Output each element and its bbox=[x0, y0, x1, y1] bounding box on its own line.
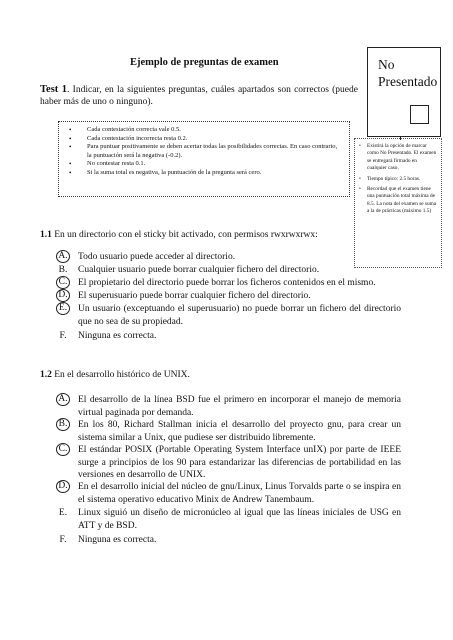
exam-note: • Existirá la opción de marcar como No Presentado. El examen se entregará firmado en cualquier caso. bbox=[359, 143, 437, 173]
scoring-rule: • Para puntuar positivamente se deben acertar todas las posibilidades correctas. En caso contrario, la puntuación será la negativa (-0.2). bbox=[69, 143, 343, 160]
option-b[interactable] bbox=[56, 419, 401, 444]
no-presentado-box bbox=[367, 47, 441, 137]
option-text: Linux siguió un diseño de micronúcleo al igual que las líneas iniciales de USG en ATT y de BSD. bbox=[78, 508, 401, 531]
option-f[interactable] bbox=[56, 534, 401, 547]
question-1-2 bbox=[40, 369, 190, 381]
option-letter: C. bbox=[56, 443, 70, 456]
option-letter: E. bbox=[58, 508, 68, 518]
no-presentado-checkbox[interactable] bbox=[410, 105, 429, 124]
test-instruction bbox=[40, 84, 358, 108]
scoring-rule: • Cada contestación correcta vale 0.5. bbox=[69, 126, 343, 135]
option-d[interactable] bbox=[56, 481, 401, 506]
option-text: El desarrollo de la línea BSD fue el primero en incorporar el manejo de memoria virtual paginada por demanda. bbox=[78, 395, 401, 418]
option-letter: A. bbox=[56, 250, 70, 263]
exam-notes-box bbox=[354, 138, 442, 268]
option-a[interactable] bbox=[56, 394, 401, 419]
page-title: Ejemplo de preguntas de examen bbox=[130, 57, 279, 68]
option-letter: A. bbox=[56, 393, 70, 406]
option-letter: B. bbox=[58, 265, 68, 275]
test-instruction-text: . Indicar, en la siguientes preguntas, cuáles apartados son correctos (puede haber más de uno o ninguno). bbox=[40, 85, 358, 107]
no-presentado-line2: Presentado bbox=[378, 74, 438, 89]
option-text: En los 80, Richard Stallman inicia el desarrollo del proyecto gnu, para crear un sistema similar a Unix, que pudiese ser distribuido libremente. bbox=[78, 420, 401, 443]
option-text: Ninguna es correcta. bbox=[78, 331, 157, 341]
scoring-rule: • No contestar resta 0.1. bbox=[69, 160, 343, 169]
exam-notes-list bbox=[359, 143, 437, 216]
option-c[interactable] bbox=[56, 277, 401, 290]
option-c[interactable] bbox=[56, 444, 401, 482]
option-letter: F. bbox=[59, 331, 67, 341]
question-number: 1.2 bbox=[40, 370, 52, 380]
option-letter: F. bbox=[59, 535, 67, 545]
scoring-rules-list bbox=[69, 126, 343, 178]
scoring-rules-box bbox=[58, 121, 350, 197]
no-presentado-label bbox=[378, 56, 437, 90]
option-text: Todo usuario puede acceder al directorio. bbox=[78, 252, 236, 262]
option-text: Ninguna es correcta. bbox=[78, 535, 157, 545]
option-letter: D. bbox=[56, 289, 70, 302]
option-text: El estándar POSIX (Portable Operating System Interface unIX) por parte de IEEE surge a principios de los 90 para estandarizar las diferencias de portabilidad en las versiones en desarrollo de UNIX. bbox=[78, 445, 401, 480]
exam-note: • Recordad que el examen tiene una puntuación total máxima de 8.5. La nota del examen se suma a la de prácticas (máximo 1.5) bbox=[359, 186, 437, 216]
option-text: Cualquier usuario puede borrar cualquier fichero del directorio. bbox=[78, 265, 320, 275]
option-letter: B. bbox=[56, 418, 70, 431]
option-text: El superusuario puede borrar cualquier fichero del directorio. bbox=[78, 291, 311, 301]
option-text: Un usuario (exceptuando el superusuario) no puede borrar un fichero del directorio que no sea de su propiedad. bbox=[78, 304, 401, 327]
exam-note: • Tiempo típico: 2.5 horas. bbox=[359, 176, 437, 183]
test-label: Test 1 bbox=[40, 84, 68, 95]
option-letter: C. bbox=[56, 276, 70, 289]
option-text: En el desarrollo inicial del núcleo de gnu/Linux, Linus Torvalds parte o se inspira en el sistema operativo educativo Minix de Andrew Tanembaum. bbox=[78, 482, 401, 505]
option-d[interactable] bbox=[56, 290, 401, 303]
no-presentado-line1: No bbox=[378, 57, 395, 72]
question-text: En el desarrollo histórico de UNIX. bbox=[54, 370, 190, 380]
question-text: En un directorio con el sticky bit activado, con permisos rwxrwxrwx: bbox=[54, 230, 318, 240]
question-number: 1.1 bbox=[40, 230, 52, 240]
scoring-rule: • Si la suma total es negativa, la puntuación de la pregunta será cero. bbox=[69, 169, 343, 178]
option-f[interactable] bbox=[56, 330, 401, 343]
option-e[interactable] bbox=[56, 507, 401, 532]
option-text: El propietario del directorio puede borrar los ficheros contenidos en el mismo. bbox=[78, 278, 376, 288]
option-e[interactable] bbox=[56, 303, 401, 328]
question-1-1 bbox=[40, 229, 318, 241]
option-a[interactable] bbox=[56, 251, 401, 264]
option-letter: D. bbox=[56, 480, 70, 493]
option-letter: E. bbox=[56, 302, 70, 315]
option-b[interactable] bbox=[56, 264, 401, 277]
scoring-rule: • Cada contestación incorrecta resta 0.2. bbox=[69, 135, 343, 144]
